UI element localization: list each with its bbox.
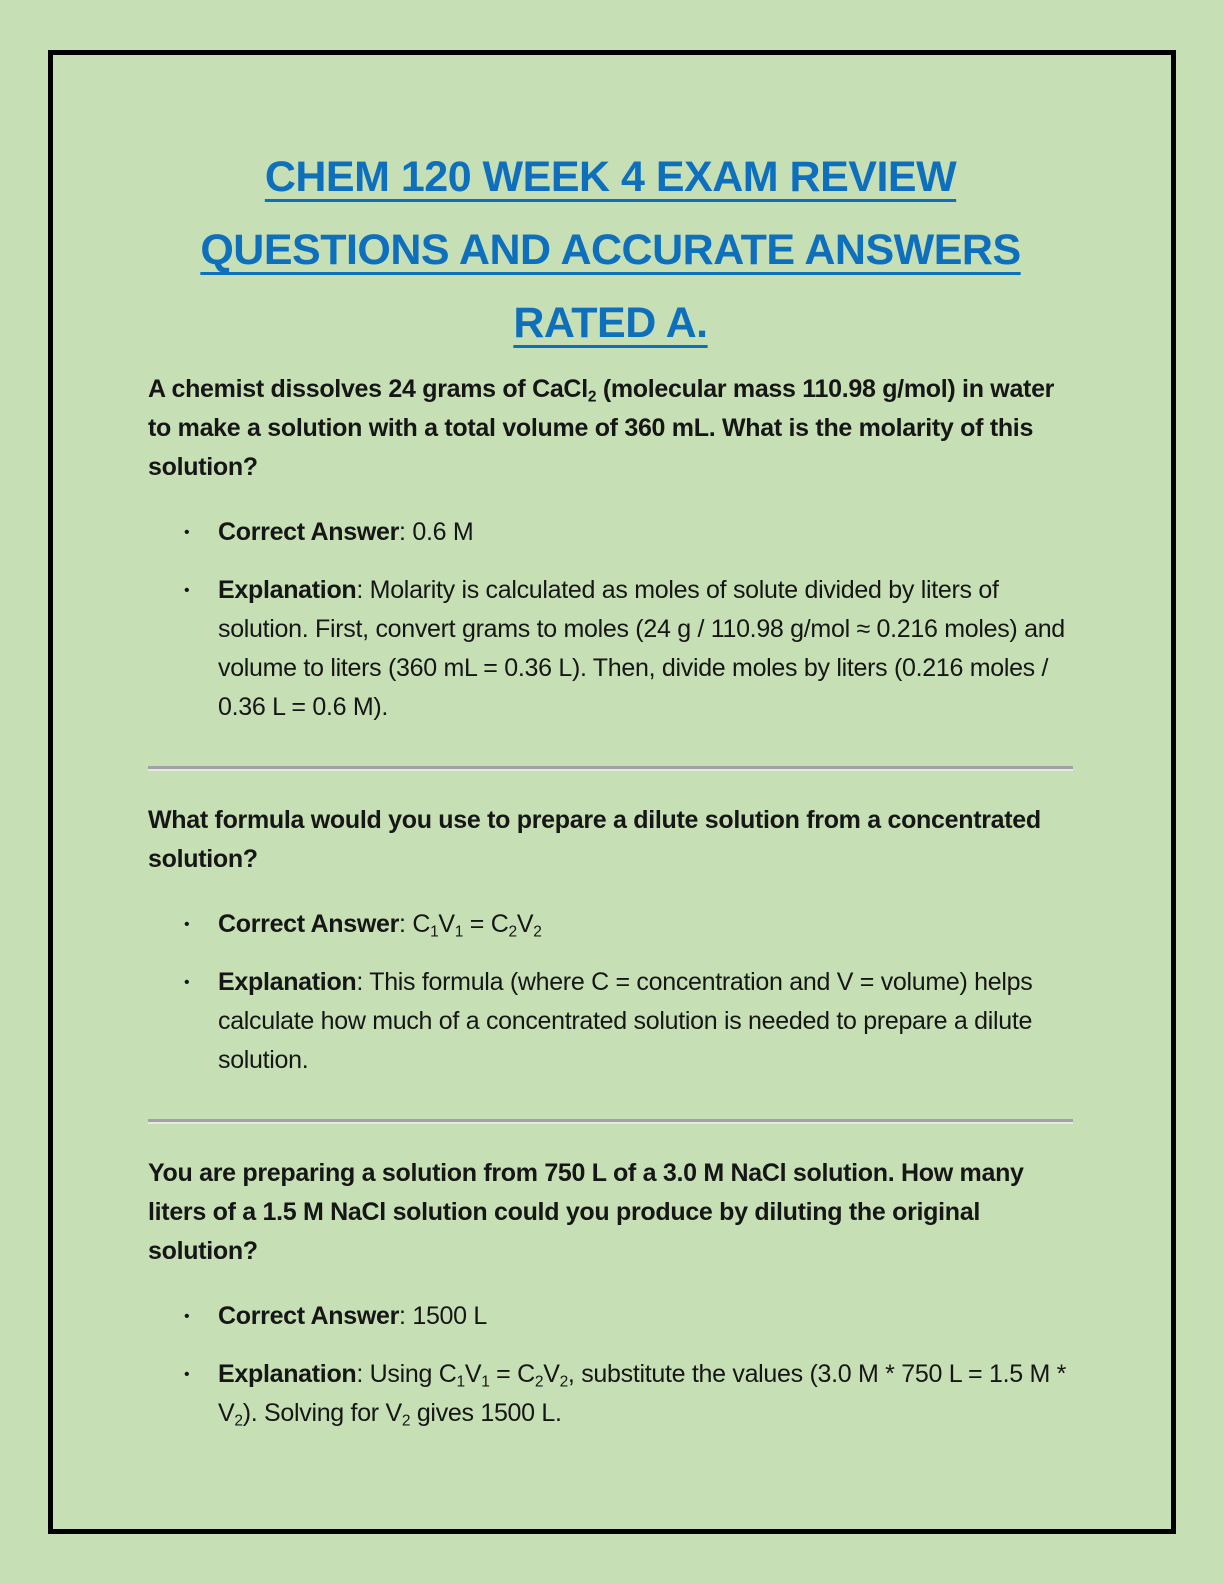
answer-bullets — [148, 905, 1073, 1080]
title-line-1: CHEM 120 WEEK 4 EXAM REVIEW — [264, 153, 957, 201]
bullet-item — [148, 513, 1073, 552]
bullet-item — [148, 963, 1073, 1080]
section-divider — [148, 766, 1073, 771]
qa-section — [148, 1154, 1073, 1433]
page-content — [53, 55, 1171, 1433]
bullet-dot-icon: • — [184, 524, 190, 541]
qa-sections — [148, 370, 1073, 1433]
bullet-dot-icon: • — [184, 974, 190, 991]
bullet-text: Correct Answer: $C_1V_1 = C_2V_2$ — [218, 910, 542, 941]
question-text: What formula would you use to prepare a dilute solution from a concentrated solution? — [148, 806, 1041, 873]
document-page — [48, 50, 1176, 1534]
question-text: You are preparing a solution from 750 L of a 3.0 M NaCl solution. How many liters of a 1.5 M NaCl solution could you produce by diluting the original solution? — [148, 1159, 1024, 1265]
page-title — [148, 141, 1073, 360]
bullet-text: Explanation: This formula (where C = concentration and V = volume) helps calculate how much of a concentrated solution is needed to prepare a dilute solution. — [218, 968, 1033, 1074]
answer-bullets — [148, 1297, 1073, 1433]
bullet-text: Correct Answer: 1500 L — [218, 1302, 488, 1330]
qa-section — [148, 370, 1073, 727]
bullet-text: Correct Answer: 0.6 M — [218, 518, 474, 546]
question-text: A chemist dissolves 24 grams of CaCl$_2$ (molecular mass 110.98 g/mol) in water to make a solution with a total volume of 360 mL. What is the molarity of this solution? — [148, 375, 1055, 481]
qa-section — [148, 801, 1073, 1080]
bullet-text: Explanation: Using $C_1V_1 = C_2V_2$, substitute the values (3.0 M * 750 L = 1.5 M * $V_2$). Solving for $V_2$ gives 1500 L. — [218, 1360, 1067, 1430]
bullet-dot-icon: • — [184, 1366, 190, 1383]
bullet-item — [148, 1297, 1073, 1336]
bullet-item — [148, 905, 1073, 944]
title-line-3: RATED A. — [513, 299, 708, 347]
bullet-item — [148, 571, 1073, 727]
bullet-item — [148, 1355, 1073, 1433]
bullet-dot-icon: • — [184, 582, 190, 599]
title-line-2: QUESTIONS AND ACCURATE ANSWERS — [200, 226, 1021, 274]
answer-bullets — [148, 513, 1073, 727]
bullet-dot-icon: • — [184, 1308, 190, 1325]
section-divider — [148, 1119, 1073, 1124]
bullet-dot-icon: • — [184, 916, 190, 933]
bullet-text: Explanation: Molarity is calculated as moles of solute divided by liters of solution. First, convert grams to moles (24 g / 110.98 g/mol ≈ 0.216 moles) and volume to liters (360 mL = 0.36 L). Then, divide moles by liters (0.216 moles / 0.36 L = 0.6 M). — [218, 576, 1065, 721]
